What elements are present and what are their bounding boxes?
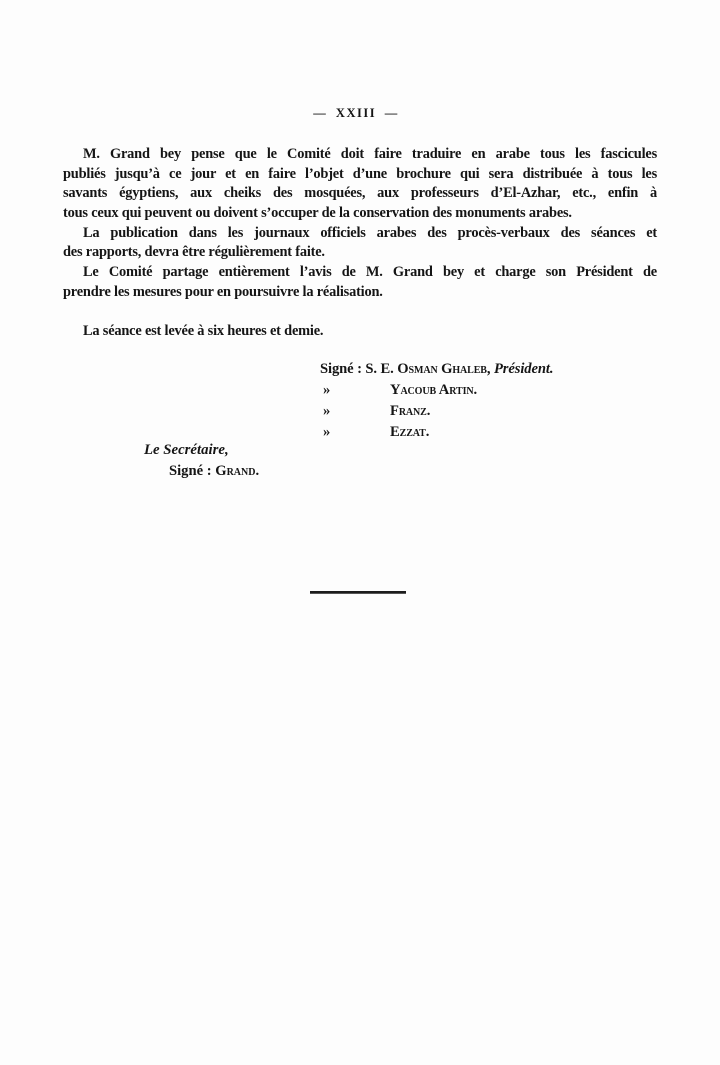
page-number: — XXIII — — [313, 106, 399, 120]
closing-line: La séance est levée à six heures et demie. — [83, 323, 324, 339]
signature-member — [320, 401, 553, 422]
paragraph-line: Le Comité partage entièrement l’avis de M. Grand bey et charge son Président de — [83, 264, 657, 281]
president-title: Président. — [493, 361, 554, 377]
paragraph-line: des rapports, devra être régulièrement faite. — [63, 244, 325, 261]
paragraph-line: prendre les mesures pour en poursuivre la réalisation. — [63, 283, 383, 300]
ditto-mark: » — [323, 424, 331, 440]
member-name: Ezzat. — [390, 424, 430, 440]
secretary-name: Grand. — [215, 463, 260, 479]
signature-block — [320, 359, 553, 443]
paragraph-line: publiés jusqu’à ce jour et en faire l’objet d’une brochure qui sera distribuée à tous les — [63, 165, 657, 182]
signed-prefix: Signé : — [169, 463, 216, 479]
signature-member — [320, 380, 553, 401]
paragraph-line: M. Grand bey pense que le Comité doit faire traduire en arabe tous les fascicules — [83, 146, 657, 162]
ditto-mark: » — [323, 403, 331, 419]
member-name: Yacoub Artin. — [390, 382, 478, 398]
text-block — [63, 145, 657, 303]
secretary-title: Le Secrétaire, — [144, 442, 229, 458]
paragraph-line: La publication dans les journaux officiels arabes des procès-verbaux des séances et — [83, 224, 657, 241]
secretary-signature — [169, 461, 259, 482]
president-name: Osman Ghaleb — [397, 361, 487, 377]
end-of-text-rule — [310, 591, 406, 594]
ditto-mark: » — [323, 382, 331, 398]
signed-prefix: Signé : S. E. — [320, 361, 398, 377]
signature-president — [320, 359, 553, 380]
paragraph-line: savants égyptiens, aux cheiks des mosquées, aux professeurs d’El-Azhar, etc., enfin à — [63, 185, 657, 202]
signature-member — [320, 422, 553, 443]
member-name: Franz. — [390, 403, 431, 419]
president-separator: , — [486, 361, 494, 377]
paragraph-line: tous ceux qui peuvent ou doivent s’occuper de la conservation des monuments arabes. — [63, 205, 572, 222]
